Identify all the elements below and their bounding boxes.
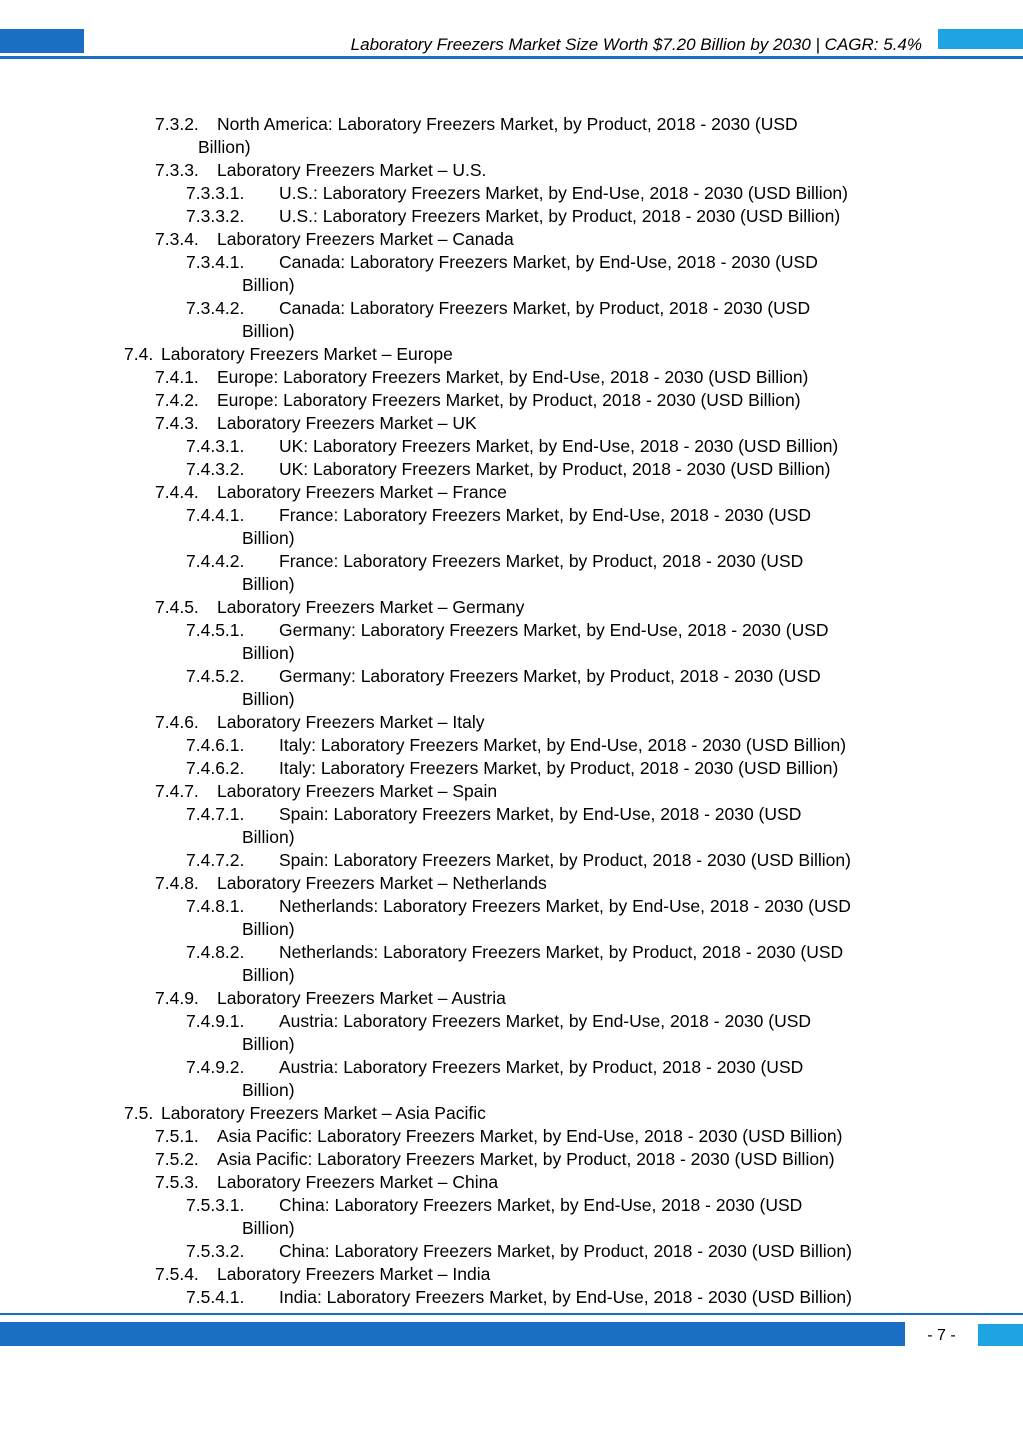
toc-entry-number: 7.4.9.2. xyxy=(186,1057,245,1077)
toc-entry-title: Billion) xyxy=(198,137,251,157)
toc-entry-title: UK: Laboratory Freezers Market, by End-Use, 2018 - 2030 (USD Billion) xyxy=(279,436,839,456)
toc-entry-title: Austria: Laboratory Freezers Market, by Product, 2018 - 2030 (USD xyxy=(279,1057,804,1077)
toc-entry-title: Billion) xyxy=(242,965,295,985)
toc-entry-title: Billion) xyxy=(242,1218,295,1238)
toc-entry-title: Austria: Laboratory Freezers Market, by End-Use, 2018 - 2030 (USD xyxy=(279,1011,812,1031)
toc-entry xyxy=(0,711,1023,734)
toc-entry-title: Italy: Laboratory Freezers Market, by End-Use, 2018 - 2030 (USD Billion) xyxy=(279,735,847,755)
toc-entry-title: Billion) xyxy=(242,321,295,341)
toc-entry-number: 7.4.6.1. xyxy=(186,735,245,755)
toc-entry-title: North America: Laboratory Freezers Market, by Product, 2018 - 2030 (USD xyxy=(217,114,798,134)
toc-entry xyxy=(0,228,1023,251)
footer-bar xyxy=(0,1322,905,1346)
toc-entry-continuation xyxy=(0,918,1023,941)
toc-entry-title: Laboratory Freezers Market – Europe xyxy=(161,344,453,364)
toc-entry-title: Billion) xyxy=(242,574,295,594)
toc-entry-number: 7.4.5. xyxy=(155,597,199,617)
toc-entry xyxy=(0,987,1023,1010)
toc-entry-number: 7.5.4.1. xyxy=(186,1287,245,1307)
toc-entry-title: U.S.: Laboratory Freezers Market, by Product, 2018 - 2030 (USD Billion) xyxy=(279,206,841,226)
header-rule xyxy=(0,56,1023,59)
toc-entry xyxy=(0,182,1023,205)
toc-entry xyxy=(0,1056,1023,1079)
toc-entry-title: Laboratory Freezers Market – Spain xyxy=(217,781,498,801)
toc-entry xyxy=(0,619,1023,642)
toc-entry-number: 7.4.7.1. xyxy=(186,804,245,824)
toc-entry-title: Laboratory Freezers Market – India xyxy=(217,1264,491,1284)
toc-entry xyxy=(0,366,1023,389)
toc-entry xyxy=(0,205,1023,228)
toc-entry xyxy=(0,389,1023,412)
toc-entry xyxy=(0,1240,1023,1263)
toc-entry-title: Laboratory Freezers Market – Netherlands xyxy=(217,873,547,893)
toc-entry xyxy=(0,1286,1023,1309)
header-accent-right xyxy=(938,29,1023,49)
toc-entry-number: 7.5.4. xyxy=(155,1264,199,1284)
toc-entry-continuation xyxy=(0,1217,1023,1240)
toc-entry-title: Billion) xyxy=(242,689,295,709)
toc-entry-title: China: Laboratory Freezers Market, by End-Use, 2018 - 2030 (USD xyxy=(279,1195,803,1215)
toc-entry xyxy=(0,734,1023,757)
toc-entry-number: 7.4.1. xyxy=(155,367,199,387)
toc-entry-continuation xyxy=(0,964,1023,987)
toc-entry xyxy=(0,297,1023,320)
header-accent-left xyxy=(0,29,84,53)
toc-entry-continuation xyxy=(0,1079,1023,1102)
toc-entry xyxy=(0,550,1023,573)
toc-entry-title: Laboratory Freezers Market – Asia Pacific xyxy=(161,1103,486,1123)
toc-entry-number: 7.4.8.2. xyxy=(186,942,245,962)
toc-entry-number: 7.3.2. xyxy=(155,114,199,134)
toc-entry xyxy=(0,941,1023,964)
toc-entry xyxy=(0,412,1023,435)
toc-entry xyxy=(0,1102,1023,1125)
toc-entry-title: Laboratory Freezers Market – UK xyxy=(217,413,477,433)
toc-entry-title: Billion) xyxy=(242,275,295,295)
toc-entry-title: U.S.: Laboratory Freezers Market, by End-Use, 2018 - 2030 (USD Billion) xyxy=(279,183,848,203)
toc-entry xyxy=(0,343,1023,366)
toc-entry-number: 7.4.2. xyxy=(155,390,199,410)
toc-entry-continuation xyxy=(0,136,1023,159)
toc-entry-title: Germany: Laboratory Freezers Market, by End-Use, 2018 - 2030 (USD xyxy=(279,620,829,640)
toc-entry xyxy=(0,1125,1023,1148)
toc-entry-title: Spain: Laboratory Freezers Market, by Product, 2018 - 2030 (USD Billion) xyxy=(279,850,851,870)
toc-entry xyxy=(0,780,1023,803)
toc-entry xyxy=(0,757,1023,780)
toc-entry-title: Asia Pacific: Laboratory Freezers Market, by Product, 2018 - 2030 (USD Billion) xyxy=(217,1149,835,1169)
toc-entry-title: Laboratory Freezers Market – U.S. xyxy=(217,160,487,180)
toc-entry-number: 7.3.3.2. xyxy=(186,206,245,226)
toc-entry-number: 7.5.3. xyxy=(155,1172,199,1192)
toc-entry xyxy=(0,481,1023,504)
toc-entry xyxy=(0,1010,1023,1033)
toc-entry-number: 7.5.1. xyxy=(155,1126,199,1146)
toc-entry-number: 7.4.9. xyxy=(155,988,199,1008)
toc-entry-number: 7.4.5.1. xyxy=(186,620,245,640)
header-title: Laboratory Freezers Market Size Worth $7.20 Billion by 2030 | CAGR: 5.4% xyxy=(350,35,922,54)
toc-entry-number: 7.5. xyxy=(124,1103,154,1123)
toc-entry-number: 7.4. xyxy=(124,344,154,364)
toc-entry-number: 7.4.7. xyxy=(155,781,199,801)
toc-entry-continuation xyxy=(0,573,1023,596)
toc-entry-number: 7.3.4.2. xyxy=(186,298,245,318)
toc-entry-number: 7.3.4. xyxy=(155,229,199,249)
toc-entry-number: 7.5.3.2. xyxy=(186,1241,245,1261)
toc-entry-continuation xyxy=(0,274,1023,297)
toc-entry xyxy=(0,803,1023,826)
toc-entry-title: Asia Pacific: Laboratory Freezers Market, by End-Use, 2018 - 2030 (USD Billion) xyxy=(217,1126,843,1146)
toc-entry xyxy=(0,1263,1023,1286)
toc-entry-title: Laboratory Freezers Market – France xyxy=(217,482,507,502)
toc-entry xyxy=(0,849,1023,872)
toc-entry-number: 7.5.2. xyxy=(155,1149,199,1169)
toc-entry-number: 7.3.3. xyxy=(155,160,199,180)
toc-entry-title: UK: Laboratory Freezers Market, by Product, 2018 - 2030 (USD Billion) xyxy=(279,459,831,479)
toc-entry xyxy=(0,1148,1023,1171)
toc-entry-title: Europe: Laboratory Freezers Market, by Product, 2018 - 2030 (USD Billion) xyxy=(217,390,801,410)
toc-entry-continuation xyxy=(0,320,1023,343)
toc-entry-title: Laboratory Freezers Market – Germany xyxy=(217,597,525,617)
toc-entry-title: Billion) xyxy=(242,919,295,939)
toc-entry-title: India: Laboratory Freezers Market, by End-Use, 2018 - 2030 (USD Billion) xyxy=(279,1287,852,1307)
toc-entry-title: Billion) xyxy=(242,1034,295,1054)
toc-entry-number: 7.4.5.2. xyxy=(186,666,245,686)
toc-entry-title: Billion) xyxy=(242,643,295,663)
toc-entry-continuation xyxy=(0,688,1023,711)
toc-entry-number: 7.4.3.2. xyxy=(186,459,245,479)
toc-entry-title: Europe: Laboratory Freezers Market, by End-Use, 2018 - 2030 (USD Billion) xyxy=(217,367,809,387)
toc-entry xyxy=(0,665,1023,688)
toc-entry-number: 7.4.7.2. xyxy=(186,850,245,870)
toc-entry-continuation xyxy=(0,1033,1023,1056)
toc-entry-title: France: Laboratory Freezers Market, by End-Use, 2018 - 2030 (USD xyxy=(279,505,812,525)
toc-entry-continuation xyxy=(0,527,1023,550)
toc-entry-title: Germany: Laboratory Freezers Market, by Product, 2018 - 2030 (USD xyxy=(279,666,821,686)
toc-entry-number: 7.4.3. xyxy=(155,413,199,433)
toc-entry-continuation xyxy=(0,642,1023,665)
toc-entry xyxy=(0,435,1023,458)
toc-entry xyxy=(0,895,1023,918)
toc-entry xyxy=(0,458,1023,481)
toc-entry xyxy=(0,159,1023,182)
toc-entry-title: Netherlands: Laboratory Freezers Market, by End-Use, 2018 - 2030 (USD xyxy=(279,896,851,916)
toc-entry-number: 7.4.4. xyxy=(155,482,199,502)
page-number: - 7 - xyxy=(927,1327,956,1344)
toc-entry-number: 7.3.3.1. xyxy=(186,183,245,203)
toc-entry-number: 7.4.9.1. xyxy=(186,1011,245,1031)
toc-entry-title: Billion) xyxy=(242,1080,295,1100)
toc-entry-number: 7.4.4.1. xyxy=(186,505,245,525)
table-of-contents xyxy=(0,113,1023,1309)
toc-entry xyxy=(0,596,1023,619)
toc-entry-title: China: Laboratory Freezers Market, by Product, 2018 - 2030 (USD Billion) xyxy=(279,1241,852,1261)
toc-entry-title: Canada: Laboratory Freezers Market, by Product, 2018 - 2030 (USD xyxy=(279,298,811,318)
toc-entry-title: Canada: Laboratory Freezers Market, by End-Use, 2018 - 2030 (USD xyxy=(279,252,818,272)
footer-rule xyxy=(0,1313,1023,1315)
toc-entry-title: Laboratory Freezers Market – Canada xyxy=(217,229,514,249)
toc-entry-title: Billion) xyxy=(242,528,295,548)
toc-entry xyxy=(0,872,1023,895)
toc-entry-title: Billion) xyxy=(242,827,295,847)
toc-entry-title: Spain: Laboratory Freezers Market, by End-Use, 2018 - 2030 (USD xyxy=(279,804,802,824)
toc-entry xyxy=(0,504,1023,527)
toc-entry xyxy=(0,113,1023,136)
toc-entry-number: 7.4.6.2. xyxy=(186,758,245,778)
toc-entry-title: Italy: Laboratory Freezers Market, by Product, 2018 - 2030 (USD Billion) xyxy=(279,758,839,778)
toc-entry-title: Laboratory Freezers Market – Italy xyxy=(217,712,485,732)
toc-entry-title: Laboratory Freezers Market – China xyxy=(217,1172,499,1192)
toc-entry xyxy=(0,1194,1023,1217)
footer-accent-right xyxy=(978,1324,1023,1346)
toc-entry-title: Netherlands: Laboratory Freezers Market, by Product, 2018 - 2030 (USD xyxy=(279,942,844,962)
toc-entry-number: 7.3.4.1. xyxy=(186,252,245,272)
toc-entry-number: 7.4.4.2. xyxy=(186,551,245,571)
toc-entry-number: 7.4.8.1. xyxy=(186,896,245,916)
toc-entry xyxy=(0,1171,1023,1194)
toc-entry-number: 7.4.3.1. xyxy=(186,436,245,456)
toc-entry-number: 7.5.3.1. xyxy=(186,1195,245,1215)
toc-entry-number: 7.4.6. xyxy=(155,712,199,732)
toc-entry-title: France: Laboratory Freezers Market, by Product, 2018 - 2030 (USD xyxy=(279,551,804,571)
toc-entry-continuation xyxy=(0,826,1023,849)
toc-entry-title: Laboratory Freezers Market – Austria xyxy=(217,988,506,1008)
toc-entry xyxy=(0,251,1023,274)
toc-entry-number: 7.4.8. xyxy=(155,873,199,893)
